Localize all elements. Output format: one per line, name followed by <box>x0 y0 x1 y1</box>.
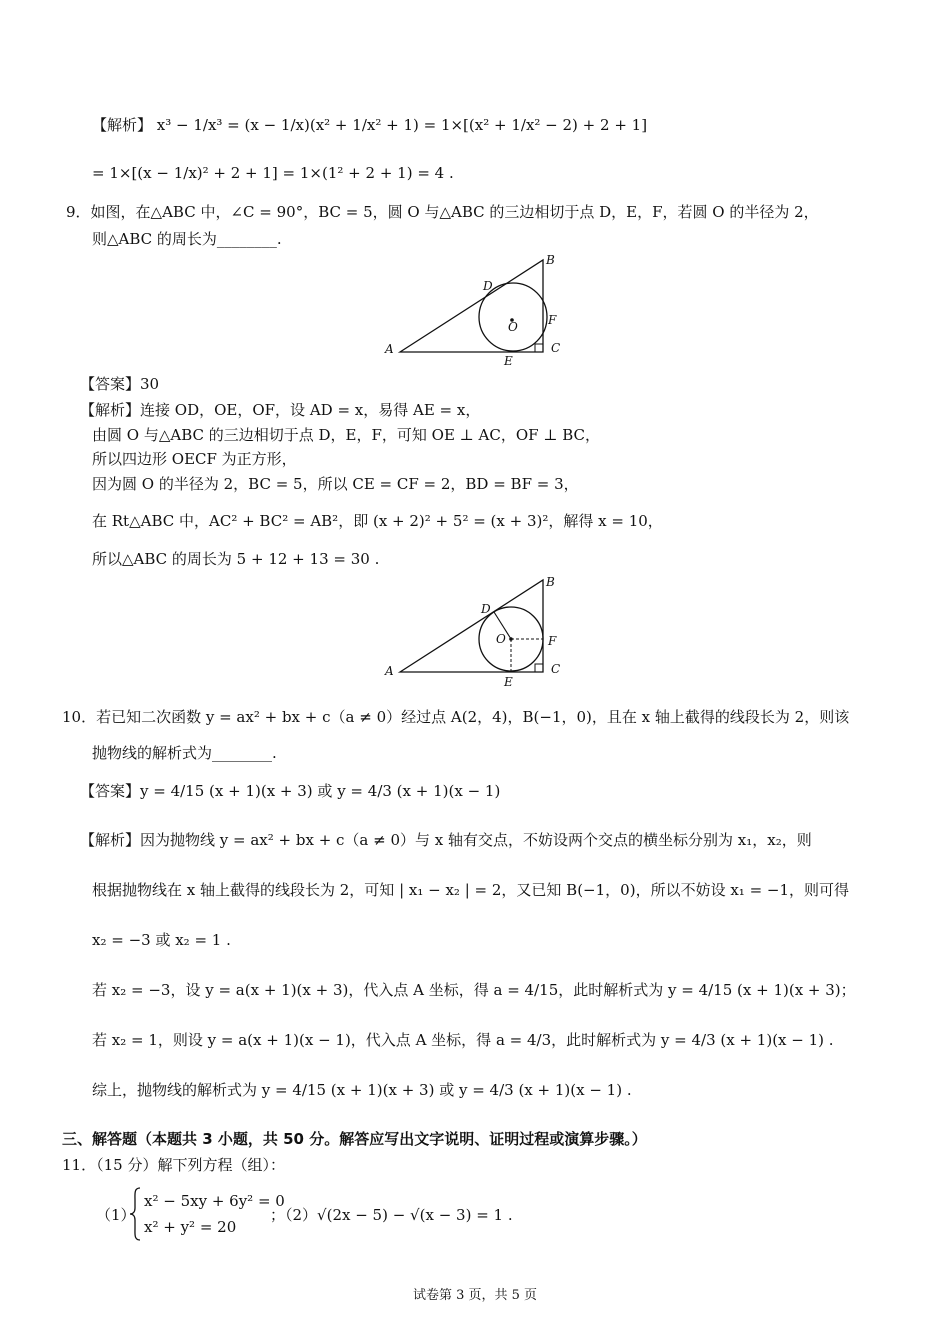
answer-10: 【答案】y = 4/15 (x + 1)(x + 3) 或 y = 4/3 (x + 1)(x − 1) <box>80 782 501 800</box>
system-brace <box>128 1186 142 1242</box>
solution-8-line-1: 【解析】 x³ − 1/x³ = (x − 1/x)(x² + 1/x² + 1) = 1×[(x² + 1/x² − 2) + 2 + 1] <box>92 116 648 134</box>
figure1-label-a: A <box>385 342 394 356</box>
figure2-label-o: O <box>496 632 506 646</box>
solution-10-line-3: x₂ = −3 或 x₂ = 1 . <box>92 931 231 949</box>
figure2-label-c: C <box>551 662 561 676</box>
figure1-label-f: F <box>548 313 557 327</box>
figure2-label-f: F <box>548 634 557 648</box>
solution-9-line-2: 由圆 O 与△ABC 的三边相切于点 D，E，F，可知 OE ⊥ AC，OF ⊥ BC， <box>92 426 600 444</box>
solution-9-line-6: 所以△ABC 的周长为 5 + 12 + 13 = 30 . <box>92 550 380 568</box>
solution-10-line-4: 若 x₂ = −3，设 y = a(x + 1)(x + 3)，代入点 A 坐标，得 a = 4/15，此时解析式为 y = 4/15 (x + 1)(x + 3)； <box>92 981 856 999</box>
figure1-label-b: B <box>546 253 555 267</box>
question-9-line-2: 则△ABC 的周长为________. <box>92 230 282 248</box>
solution-10-line-5: 若 x₂ = 1，则设 y = a(x + 1)(x − 1)，代入点 A 坐标，得 a = 4/3，此时解析式为 y = 4/3 (x + 1)(x − 1) . <box>92 1031 834 1049</box>
solution-9-line-1: 【解析】连接 OD，OE，OF，设 AD = x，易得 AE = x， <box>80 401 481 419</box>
solution-8-line-2: = 1×[(x − 1/x)² + 2 + 1] = 1×(1² + 2 + 1) = 4 . <box>92 164 454 182</box>
question-11-equation-1: x² − 5xy + 6y² = 0 <box>144 1192 285 1210</box>
question-11-part-2: ；（2）√(2x − 5) − √(x − 3) = 1 . <box>270 1206 513 1224</box>
figure1-label-o: O <box>508 320 518 334</box>
figure1-label-d: D <box>483 279 493 293</box>
solution-10-line-6: 综上，抛物线的解析式为 y = 4/15 (x + 1)(x + 3) 或 y = 4/3 (x + 1)(x − 1) . <box>92 1081 632 1099</box>
triangle-figure-2 <box>380 572 580 692</box>
figure2-label-a: A <box>385 664 394 678</box>
triangle-figure-1 <box>380 250 580 370</box>
solution-9-line-4: 因为圆 O 的半径为 2，BC = 5，所以 CE = CF = 2，BD = BF = 3， <box>92 475 579 493</box>
question-10-line-2: 抛物线的解析式为________. <box>92 744 277 762</box>
question-9-line-1: 9．如图，在△ABC 中，∠C = 90°，BC = 5，圆 O 与△ABC 的三边相切于点 D，E，F，若圆 O 的半径为 2， <box>66 203 819 221</box>
solution-9-line-3: 所以四边形 OECF 为正方形， <box>92 450 297 468</box>
figure1-label-c: C <box>551 341 561 355</box>
solution-10-line-1: 【解析】因为抛物线 y = ax² + bx + c（a ≠ 0）与 x 轴有交点，不妨设两个交点的横坐标分别为 x₁，x₂，则 <box>80 831 812 849</box>
solution-10-line-2: 根据抛物线在 x 轴上截得的线段长为 2，可知 | x₁ − x₂ | = 2，又已知 B(−1，0)，所以不妨设 x₁ = −1，则可得 <box>92 881 850 899</box>
figure1-label-e: E <box>504 354 513 368</box>
figure2-label-e: E <box>504 675 513 689</box>
question-11-part-1-label: （1） <box>96 1206 136 1224</box>
figure2-label-d: D <box>481 602 491 616</box>
question-10-line-1: 10．若已知二次函数 y = ax² + bx + c（a ≠ 0）经过点 A(2，4)，B(−1，0)，且在 x 轴上截得的线段长为 2，则该 <box>62 708 850 726</box>
page-footer: 试卷第 3 页，共 5 页 <box>412 1288 538 1303</box>
figure2-label-b: B <box>546 575 555 589</box>
solution-9-line-5: 在 Rt△ABC 中，AC² + BC² = AB²，即 (x + 2)² + 5² = (x + 3)²，解得 x = 10， <box>92 512 663 530</box>
question-11-equation-2: x² + y² = 20 <box>144 1218 237 1236</box>
question-11: 11．（15 分）解下列方程（组）： <box>62 1156 285 1174</box>
section-3-heading: 三、解答题（本题共 3 小题，共 50 分。解答应写出文字说明、证明过程或演算步骤。） <box>62 1130 647 1148</box>
answer-9: 【答案】30 <box>80 375 160 393</box>
